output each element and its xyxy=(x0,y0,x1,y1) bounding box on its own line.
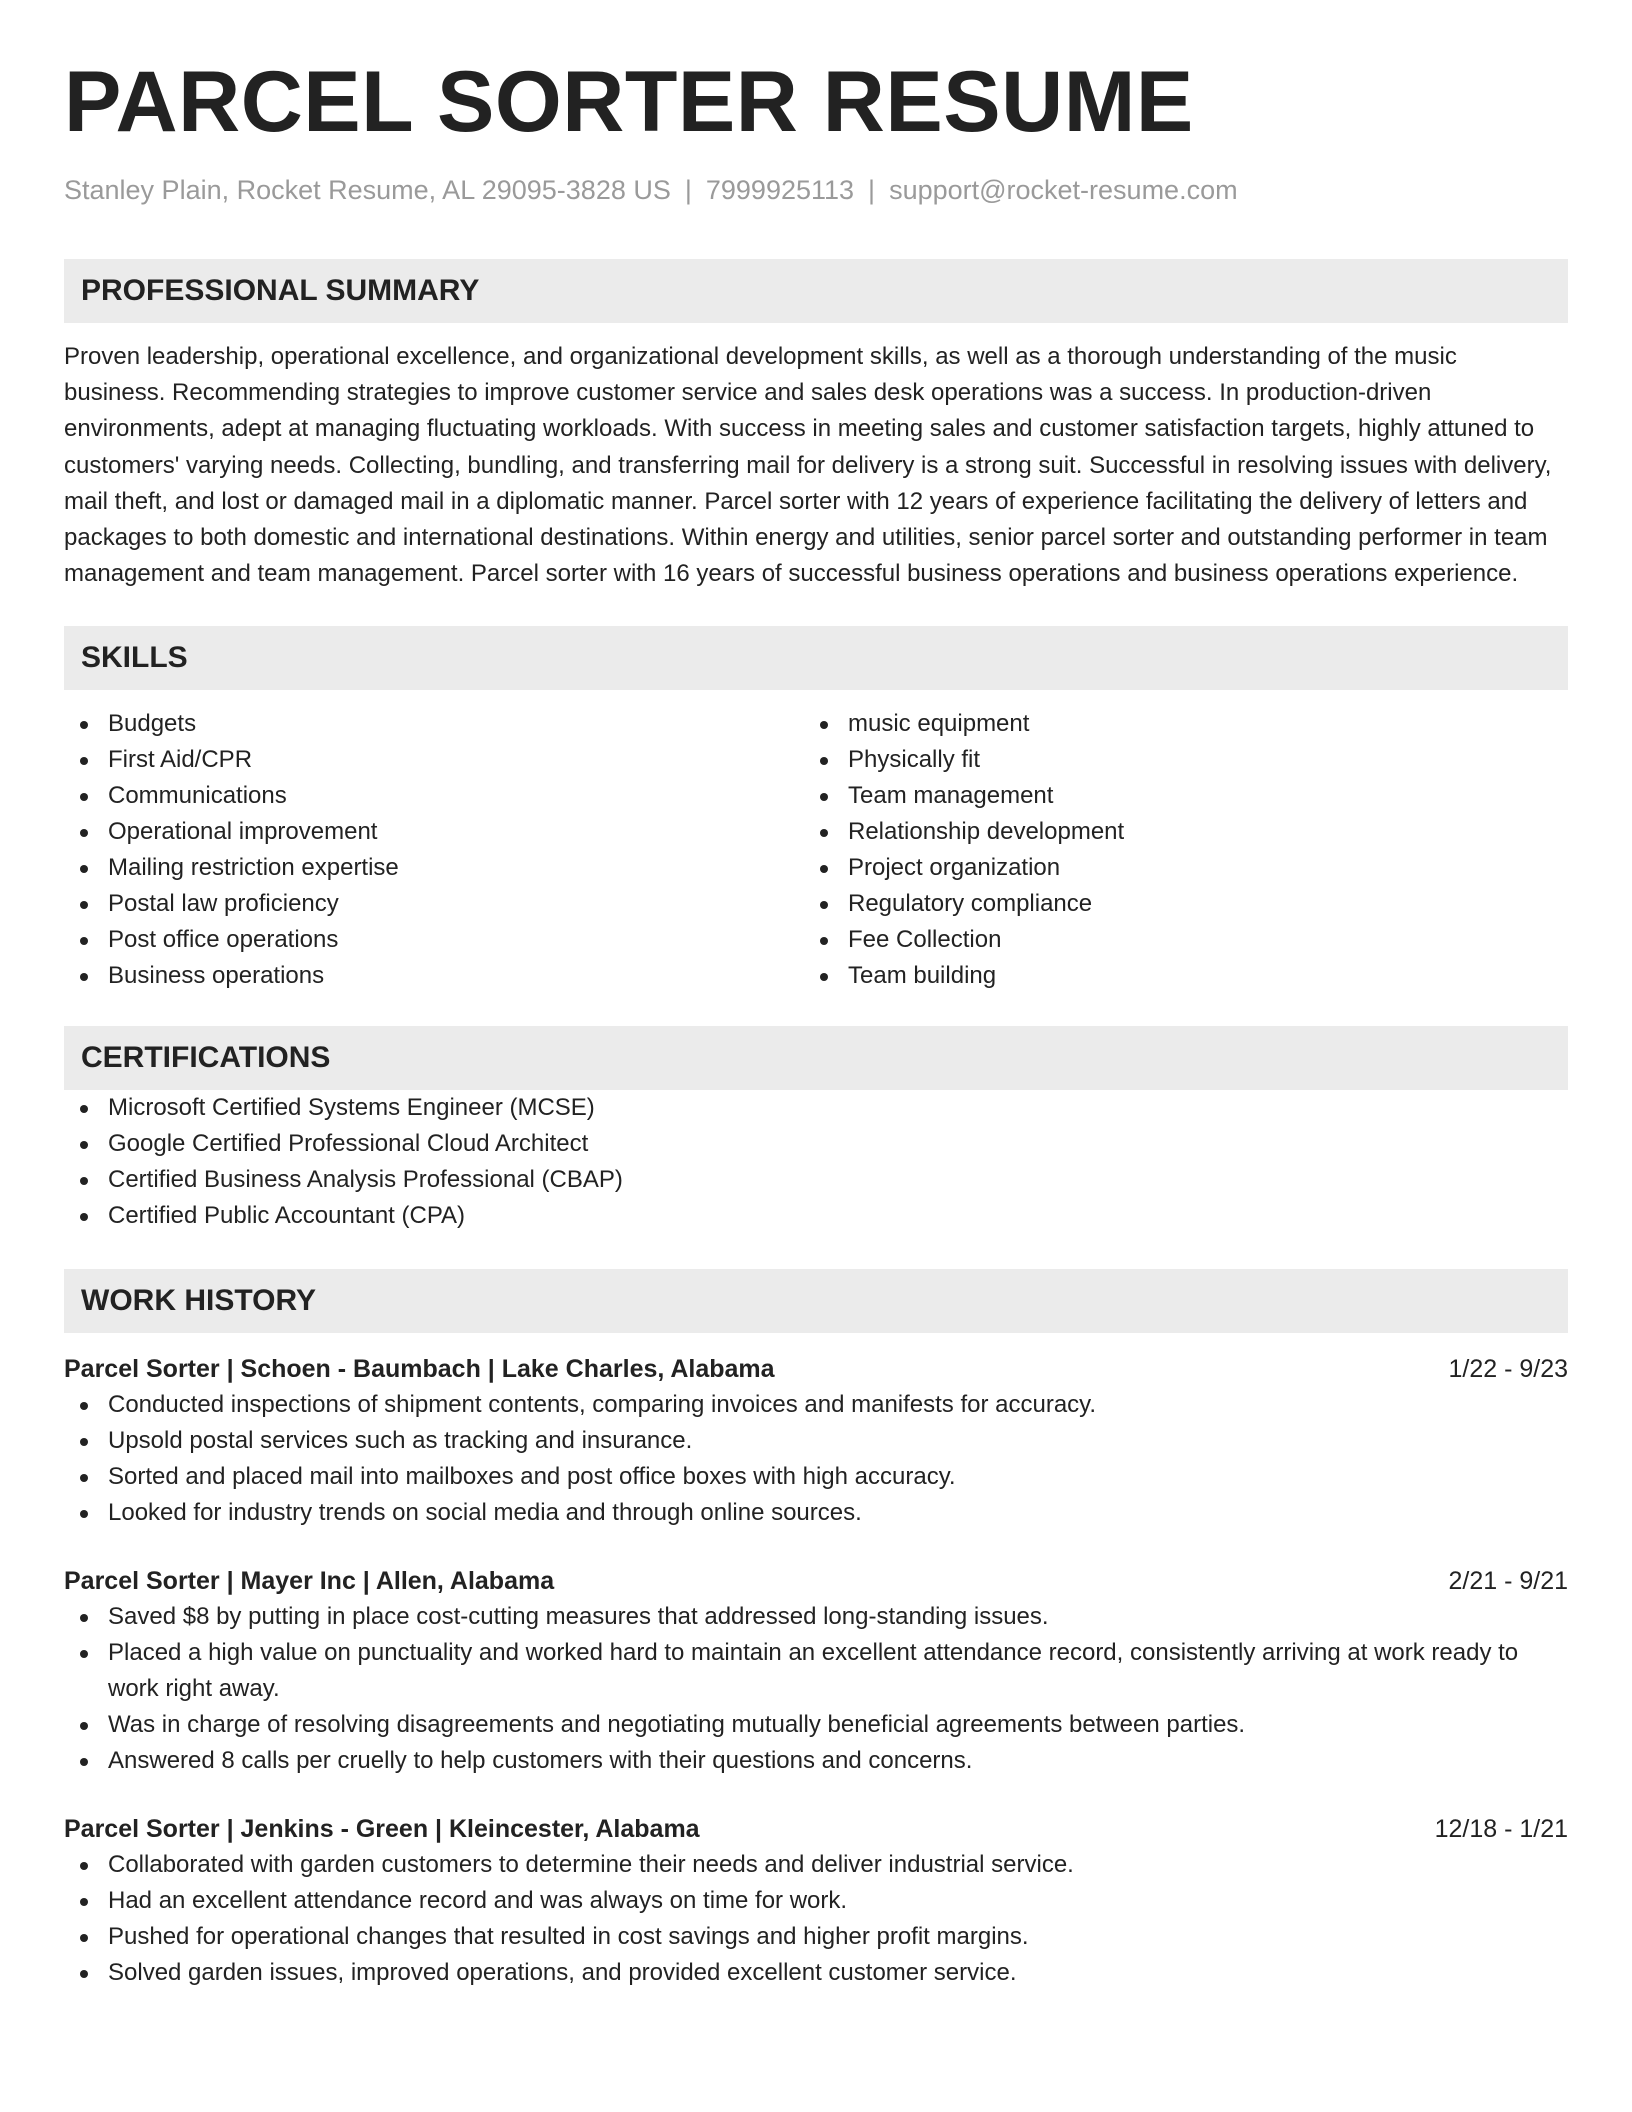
skill-item: Mailing restriction expertise xyxy=(64,850,804,886)
job-bullet: Collaborated with garden customers to determine their needs and deliver industrial service. xyxy=(64,1847,1568,1883)
job-header xyxy=(64,1811,1568,1847)
skill-item: Operational improvement xyxy=(64,814,804,850)
job-bullets xyxy=(64,1599,1568,1779)
skill-item: First Aid/CPR xyxy=(64,742,804,778)
certification-item: Certified Public Accountant (CPA) xyxy=(64,1198,1568,1234)
skills-column-right xyxy=(804,706,1544,994)
skill-item: music equipment xyxy=(804,706,1544,742)
skill-item: Budgets xyxy=(64,706,804,742)
section-header-work-history: WORK HISTORY xyxy=(64,1269,1568,1333)
certification-item: Certified Business Analysis Professional (CBAP) xyxy=(64,1162,1568,1198)
job-entry xyxy=(64,1351,1568,1531)
skill-item: Physically fit xyxy=(804,742,1544,778)
job-bullet: Was in charge of resolving disagreements and negotiating mutually beneficial agreements between parties. xyxy=(64,1707,1568,1743)
job-bullet: Upsold postal services such as tracking and insurance. xyxy=(64,1423,1568,1459)
contact-email[interactable]: support@rocket-resume.com xyxy=(889,175,1238,205)
certification-item: Microsoft Certified Systems Engineer (MCSE) xyxy=(64,1090,1568,1126)
skill-item: Postal law proficiency xyxy=(64,886,804,922)
skills-column-left xyxy=(64,706,804,994)
job-entry xyxy=(64,1563,1568,1779)
certification-item: Google Certified Professional Cloud Architect xyxy=(64,1126,1568,1162)
job-entry xyxy=(64,1811,1568,1991)
job-bullet: Conducted inspections of shipment contents, comparing invoices and manifests for accuracy. xyxy=(64,1387,1568,1423)
skill-item: Regulatory compliance xyxy=(804,886,1544,922)
contact-phone: 7999925113 xyxy=(705,175,855,205)
job-bullets xyxy=(64,1387,1568,1531)
resume-title: PARCEL SORTER RESUME xyxy=(64,54,1194,150)
skill-item: Project organization xyxy=(804,850,1544,886)
contact-separator: | xyxy=(684,175,692,205)
section-header-skills: SKILLS xyxy=(64,626,1568,690)
job-bullet: Solved garden issues, improved operations, and provided excellent customer service. xyxy=(64,1955,1568,1991)
skill-item: Post office operations xyxy=(64,922,804,958)
skill-item: Team management xyxy=(804,778,1544,814)
skills-grid xyxy=(64,706,1568,994)
contact-address: Stanley Plain, Rocket Resume, AL 29095-3828 US xyxy=(64,175,671,205)
job-bullet: Looked for industry trends on social media and through online sources. xyxy=(64,1495,1568,1531)
skill-item: Fee Collection xyxy=(804,922,1544,958)
job-bullet: Had an excellent attendance record and was always on time for work. xyxy=(64,1883,1568,1919)
job-dates: 12/18 - 1/21 xyxy=(1434,1815,1568,1844)
job-title: Parcel Sorter | Mayer Inc | Allen, Alabama xyxy=(64,1567,555,1596)
job-header xyxy=(64,1563,1568,1599)
skill-item: Team building xyxy=(804,958,1544,994)
job-bullet: Pushed for operational changes that resulted in cost savings and higher profit margins. xyxy=(64,1919,1568,1955)
skill-item: Communications xyxy=(64,778,804,814)
job-dates: 2/21 - 9/21 xyxy=(1448,1567,1568,1596)
job-bullet: Placed a high value on punctuality and worked hard to maintain an excellent attendance record, consistently arriving at work ready to work right away. xyxy=(64,1635,1568,1707)
job-bullet: Sorted and placed mail into mailboxes and post office boxes with high accuracy. xyxy=(64,1459,1568,1495)
skill-item: Relationship development xyxy=(804,814,1544,850)
skill-item: Business operations xyxy=(64,958,804,994)
job-header xyxy=(64,1351,1568,1387)
job-title: Parcel Sorter | Schoen - Baumbach | Lake Charles, Alabama xyxy=(64,1355,775,1384)
job-dates: 1/22 - 9/23 xyxy=(1448,1355,1568,1384)
contact-line xyxy=(64,174,1568,206)
certifications-list xyxy=(64,1090,1568,1234)
contact-separator: | xyxy=(868,175,876,205)
summary-text: Proven leadership, operational excellence, and organizational development skills, as well as a thorough understanding of the music business. Recommending strategies to improve customer service and sales desk operations was a success. In production-driven environments, adept at managing fluctuating workloads. With success in meeting sales and customer satisfaction targets, highly attuned to customers' varying needs. Collecting, bundling, and transferring mail for delivery is a strong suit. Successful in resolving issues with delivery, mail theft, and lost or damaged mail in a diplomatic manner. Parcel sorter with 12 years of experience facilitating the delivery of letters and packages to both domestic and international destinations. Within energy and utilities, senior parcel sorter and outstanding performer in team management and team management. Parcel sorter with 16 years of successful business operations and business operations experience. xyxy=(64,343,1552,588)
section-header-summary: PROFESSIONAL SUMMARY xyxy=(64,259,1568,323)
job-bullet: Answered 8 calls per cruelly to help customers with their questions and concerns. xyxy=(64,1743,1568,1779)
job-bullets xyxy=(64,1847,1568,1991)
job-title: Parcel Sorter | Jenkins - Green | Kleincester, Alabama xyxy=(64,1815,700,1844)
section-header-certifications: CERTIFICATIONS xyxy=(64,1026,1568,1090)
job-bullet: Saved $8 by putting in place cost-cutting measures that addressed long-standing issues. xyxy=(64,1599,1568,1635)
